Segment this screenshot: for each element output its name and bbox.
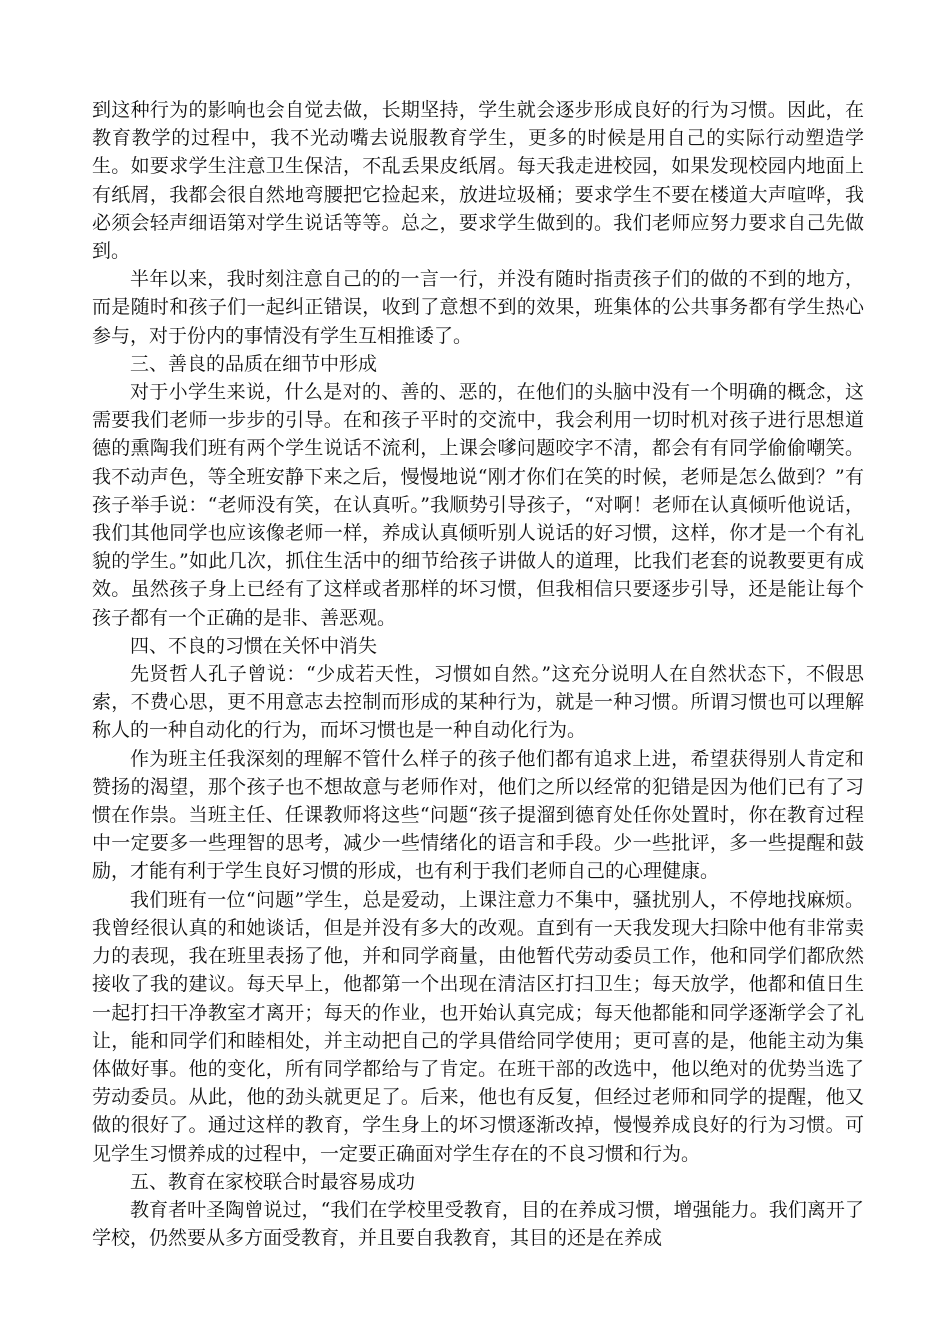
document-page	[92, 96, 864, 1252]
paragraph-details: 对于小学生来说，什么是对的、善的、恶的，在他们的头脑中没有一个明确的概念，这需要我们老师一步步的引导。在和孩子平时的交流中，我会利用一切时机对孩子进行思想道德的熏陶我们班有两个学生说话不流利，上课会嗲问题咬字不清，都会有有同学偷偷嘲笑。我不动声色，等全班安静下来之后，慢慢地说“刚才你们在笑的时候，老师是怎么做到？”有孩子举手说：“老师没有笑，在认真听。”我顺势引导孩子，“对啊！老师在认真倾听他说话，我们其他同学也应该像老师一样，养成认真倾听别人说话的好习惯，这样，你才是一个有礼貌的学生。”如此几次，抓住生活中的细节给孩子讲做人的道理，比我们老套的说教要更有成效。虽然孩子身上已经有了这样或者那样的坏习惯，但我相信只要逐步引导，还是能让每个孩子都有一个正确的是非、善恶观。	[92, 381, 864, 629]
paragraph-continuation: 到这种行为的影响也会自觉去做，长期坚持，学生就会逐步形成良好的行为习惯。因此，在教育教学的过程中，我不光动嘴去说服教育学生，更多的时候是用自己的实际行动塑造学生。如要求学生注意卫生保洁，不乱丢果皮纸屑。每天我走进校园，如果发现校园内地面上有纸屑，我都会很自然地弯腰把它捡起来，放进垃圾桶；要求学生不要在楼道大声喧哗，我必须会轻声细语第对学生说话等等。总之，要求学生做到的。我们老师应努力要求自己先做到。	[92, 99, 864, 263]
paragraph-confucius: 先贤哲人孔子曾说：“少成若天性，习惯如自然。”这充分说明人在自然状态下，不假思索，不费心思，更不用意志去控制而形成的某种行为，就是一种习惯。所谓习惯也可以理解称人的一种自动化的行为，而坏习惯也是一种自动化行为。	[92, 663, 864, 742]
paragraph-problem-student: 我们班有一位“问题”学生，总是爱动，上课注意力不集中，骚扰别人，不停地找麻烦。我曾经很认真的和她谈话，但是并没有多大的改观。直到有一天我发现大扫除中他有非常卖力的表现，我在班里表扬了他，并和同学商量，由他暂代劳动委员工作，他和同学们都欣然接收了我的建议。每天早上，他都第一个出现在清洁区打扫卫生；每天放学，他都和值日生一起打扫干净教室才离开；每天的作业，也开始认真完成；每天他都能和同学逐渐学会了礼让，能和同学们和睦相处，并主动把自己的学具借给同学使用；更可喜的是，他能主动为集体做好事。他的变化，所有同学都给与了肯定。在班干部的改选中，他以绝对的优势当选了劳动委员。从此，他的劲头就更足了。后来，他也有反复，但经过老师和同学的提醒，他又做的很好了。通过这样的教育，学生身上的坏习惯逐渐改掉，慢慢养成良好的行为习惯。可见学生习惯养成的过程中，一定要正确面对学生存在的不良习惯和行为。	[92, 888, 864, 1165]
section-heading-five: 五、教育在家校联合时最容易成功	[130, 1170, 416, 1193]
section-heading-three: 三、善良的品质在细节中形成	[130, 352, 378, 375]
paragraph-ye-shengtao: 教育者叶圣陶曾说过，“我们在学校里受教育，目的在养成习惯，增强能力。我们离开了学校，仍然要从多方面受教育，并且要自我教育，其目的还是在养成	[92, 1198, 864, 1250]
paragraph-head-teacher: 作为班主任我深刻的理解不管什么样子的孩子他们都有追求上进，希望获得别人肯定和赞扬的渴望，那个孩子也不想故意与老师作对，他们之所以经常的犯错是因为他们已有了习惯在作祟。当班主任、任课教师将这些“问题“孩子提溜到德育处任你处置时，你在教育过程中一定要多一些理智的思考，减少一些情绪化的语言和手段。少一些批评，多一些提醒和鼓励，才能有利于学生良好习惯的形成，也有利于我们老师自己的心理健康。	[92, 747, 864, 883]
paragraph-role-model: 半年以来，我时刻注意自己的的一言一行，并没有随时指责孩子们的做的不到的地方，而是随时和孩子们一起纠正错误，收到了意想不到的效果，班集体的公共事务都有学生热心参与，对于份内的事情没有学生互相推诿了。	[92, 268, 864, 347]
section-heading-four: 四、不良的习惯在关怀中消失	[130, 634, 378, 657]
